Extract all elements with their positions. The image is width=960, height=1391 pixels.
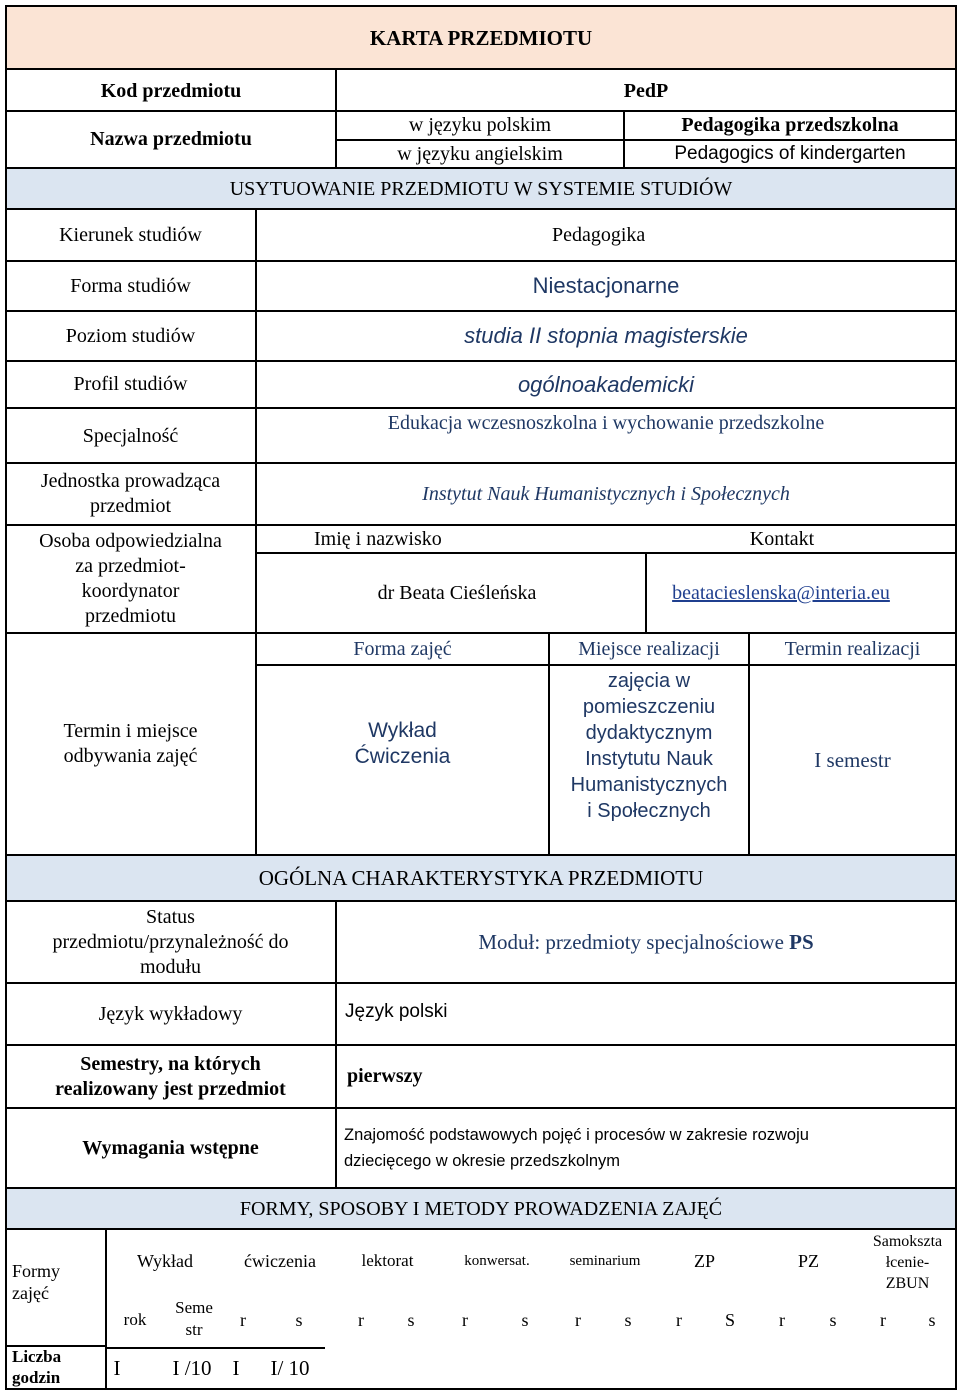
status-value-code: PS (789, 929, 814, 954)
miejsce-line: Humanistycznych (570, 774, 728, 796)
profil-label: Profil studiów (73, 373, 188, 395)
nazwa-en-value: Pedagogics of kindergarten (674, 143, 906, 165)
sub-semestr-line1: Seme (175, 1298, 213, 1317)
jednostka-label-line2: przedmiot (89, 495, 172, 517)
liczba-godzin-line2: godzin (12, 1368, 61, 1387)
poziom-value: studia II stopnia magisterskie (464, 323, 748, 349)
osoba-label-line2: za przedmiot- (75, 555, 186, 577)
osoba-label-line1: Osoba odpowiedzialna (39, 530, 222, 552)
termin-label (6, 634, 255, 854)
nazwa-en-label: w języku angielskim (397, 142, 563, 165)
nazwa-pl-label: w języku polskim (408, 113, 552, 136)
ogolna-heading: OGÓLNA CHARAKTERYSTYKA PRZEDMIOTU (258, 865, 704, 890)
miejsce-line: zajęcia w (607, 670, 691, 692)
sub-r: r (358, 1309, 364, 1330)
usytuowanie-heading: USYTUOWANIE PRZEDMIOTU W SYSTEMIE STUDIÓW (229, 177, 733, 200)
wymagania-label: Wymagania wstępne (82, 1136, 259, 1159)
liczba-semestr: I /10 (172, 1355, 212, 1380)
nazwa-label: Nazwa przedmiotu (90, 128, 252, 150)
status-value (337, 902, 955, 982)
semestry-label-line2: realizowany jest przedmiot (55, 1077, 286, 1100)
nazwa-pl-value: Pedagogika przedszkolna (681, 113, 899, 136)
forma-zajec-header: Forma zajęć (353, 637, 452, 660)
kontakt-email-link[interactable]: beatacieslenska@interia.eu (672, 581, 890, 604)
imie-value: dr Beata Cieśleńska (377, 581, 537, 604)
sub-s: s (928, 1309, 936, 1330)
sub-s: s (407, 1309, 415, 1330)
sub-r: r (676, 1309, 682, 1330)
forma-zajec-cwiczenia: Ćwiczenia (354, 745, 451, 768)
col-konwersat: konwersat. (464, 1252, 530, 1269)
sub-s: s (521, 1309, 529, 1330)
sub-r: r (462, 1309, 468, 1330)
kod-label: Kod przedmiotu (100, 79, 242, 102)
liczba-r: I (232, 1355, 240, 1380)
forma-zajec-wyklad: Wykład (368, 718, 437, 742)
jezyk-label: Język wykładowy (98, 1002, 243, 1025)
specjalnosc-value: Edukacja wczesnoszkolna i wychowanie przedszkolne (387, 411, 825, 434)
miejsce-value (550, 666, 748, 826)
miejsce-header: Miejsce realizacji (578, 637, 720, 660)
status-label-line3: modułu (139, 955, 202, 978)
status-label (6, 902, 335, 982)
termin-label-line2: odbywania zajęć (63, 745, 198, 767)
samoksztalcenie-line3: ZBUN (885, 1274, 930, 1292)
semestry-label-line1: Semestry, na których (80, 1052, 261, 1075)
semestry-value: pierwszy (347, 1065, 423, 1087)
col-cwiczenia: ćwiczenia (244, 1250, 316, 1271)
sub-semestr (163, 1296, 225, 1342)
kod-value: PedP (623, 79, 669, 102)
formy-zajec-label (6, 1252, 105, 1312)
forma-studiow-label: Forma studiów (70, 274, 191, 297)
samoksztalcenie-line1: Samokszta (872, 1232, 943, 1250)
imie-header: Imię i nazwisko (314, 527, 442, 550)
miejsce-line: pomieszczeniu (582, 696, 716, 718)
sub-r: r (880, 1309, 886, 1330)
jezyk-value: Język polski (345, 1001, 448, 1023)
termin-header: Termin realizacji (784, 637, 921, 660)
col-wyklad: Wykład (137, 1250, 193, 1271)
kontakt-header: Kontakt (749, 527, 815, 550)
semestry-label (6, 1046, 335, 1107)
col-lektorat: lektorat (361, 1251, 414, 1271)
profil-value: ogólnoakademicki (517, 371, 695, 397)
miejsce-line: Instytutu Nauk (585, 748, 713, 770)
wymagania-value (337, 1112, 955, 1184)
termin-label-line1: Termin i miejsce (63, 720, 198, 742)
miejsce-line: i Społecznych (587, 800, 711, 822)
specjalnosc-label: Specjalność (82, 424, 179, 447)
poziom-label: Poziom studiów (65, 324, 196, 347)
sub-r: r (240, 1309, 246, 1330)
liczba-godzin-label (6, 1346, 105, 1388)
jednostka-value: Instytut Nauk Humanistycznych i Społecznych (422, 482, 790, 505)
page-title: KARTA PRZEDMIOTU (369, 25, 593, 50)
jednostka-label-line1: Jednostka prowadząca (40, 470, 221, 492)
liczba-s: I/ 10 (270, 1355, 310, 1380)
sub-r: r (779, 1309, 785, 1330)
sub-rok: rok (123, 1310, 147, 1330)
col-samoksztalcenie (860, 1230, 955, 1294)
termin-value: I semestr (814, 747, 891, 772)
sub-s: s (295, 1309, 303, 1330)
formy-heading: FORMY, SPOSOBY I METODY PROWADZENIA ZAJĘĆ (239, 1197, 723, 1220)
sub-s: s (829, 1309, 837, 1330)
samoksztalcenie-line2: łcenie- (885, 1253, 930, 1271)
osoba-label (6, 526, 255, 632)
osoba-label-line4: przedmiotu (84, 605, 177, 627)
wymagania-line1: Znajomość podstawowych pojęć i procesów w zakresie rozwoju (344, 1126, 809, 1144)
sub-r: r (575, 1309, 581, 1330)
wymagania-line2: dziecięcego w okresie przedszkolnym (344, 1152, 621, 1170)
miejsce-line: dydaktycznym (585, 722, 713, 744)
liczba-godzin-line1: Liczba (12, 1347, 62, 1366)
col-seminarium: seminarium (569, 1252, 641, 1269)
formy-zajec-line1: Formy (12, 1260, 61, 1281)
forma-studiow-value: Niestacjonarne (532, 273, 680, 299)
sub-s: S (724, 1309, 735, 1330)
kierunek-value: Pedagogika (552, 223, 646, 246)
sub-s: s (624, 1309, 632, 1330)
status-label-line1: Status (146, 905, 195, 928)
jednostka-label (6, 464, 255, 524)
osoba-label-line3: koordynator (81, 580, 180, 602)
formy-zajec-line2: zajęć (12, 1283, 49, 1303)
status-value-text: Moduł: przedmioty specjalnościowe (478, 929, 784, 954)
sub-semestr-line2: str (185, 1320, 203, 1339)
liczba-rok: I (113, 1355, 121, 1380)
forma-zajec-values (257, 712, 548, 776)
col-pz: PZ (797, 1250, 819, 1271)
col-zp: ZP (693, 1250, 715, 1271)
status-label-line2: przedmiotu/przynależność do (52, 930, 289, 953)
kierunek-label: Kierunek studiów (59, 223, 202, 246)
